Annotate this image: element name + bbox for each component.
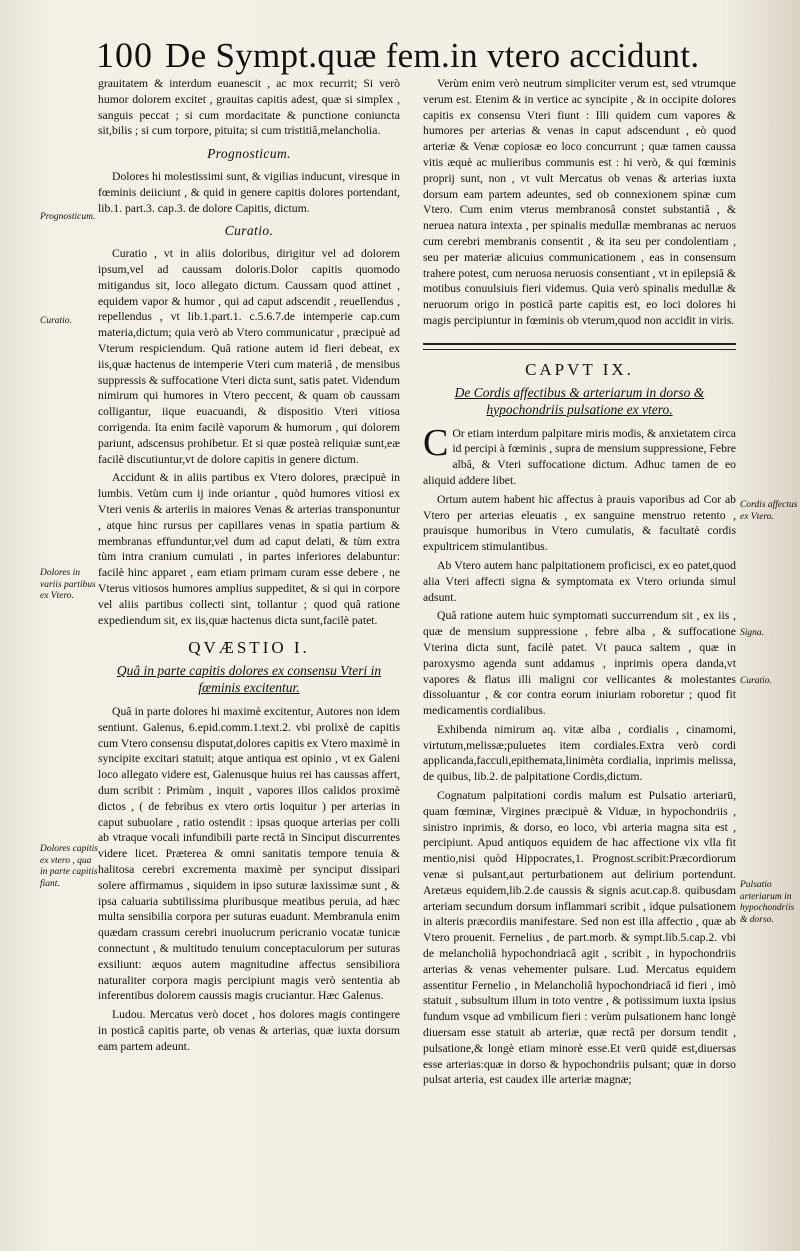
- paragraph: Verùm enim verò neutrum simpliciter verum est, sed vtrumque verum est. Etenim & in vertice ac syncipite , & in occipite dolores capitis ex consensu Vteri fiunt : Illi quidem cum vapores & humores per arterias & venas in caput adscendunt , eò quod arteriæ & Venæ copiosæ eo loco concurrunt ; quæ tamen caussa vitis æquè ac mulieribus communis est : hi verò, & qui fœminis proprij sunt, non , vt vult Mercatus ob venas & arterias iuxta dorsum eam partem adeuntes, sed ob connexionem spinæ cum Vtero. Cum enim vterus membranosâ constet substantiâ , & neruea natura intexta , per spinalis medullæ membranas ac neruos cum cerebri membranis consentit , & ita seu per condolentiam , seu per materiæ alicuius communicationem , eas in consensum trahere potest, cum neruosa neruosis consentiant , vt in epilepsiâ & motibus conuulsiuis fieri videmus. Quia verò spinalis medullæ & neruorum origo in posticâ parte capitis est, eo loci dolores hi magis percipiuntur in fœminis ob vterum,quod non accidit in viris.: [423, 77, 736, 327]
- right-column: [423, 76, 736, 1246]
- margin-note: Dolores capitis ex vtero , qua in parte capitis fiant.: [40, 844, 98, 889]
- quaestio-title: Quâ in parte capitis dolores ex consensu Vteri in fœminis excitentur.: [116, 663, 382, 696]
- margin-note: Signa.: [740, 628, 765, 638]
- paragraph: Ortum autem habent hic affectus à prauis vaporibus ad Cor ab Vtero per arterias eleuatis , ex sanguine menstruo retento , prauisque humoribus in Vtero cumulatis, & facultatè cordis expultricem stimulantibus.: [423, 492, 736, 554]
- margin-note: Dolores in variis partibus ex Vtero.: [40, 568, 96, 601]
- drop-cap: C: [423, 421, 449, 464]
- paragraph: Quâ ratione autem huic symptomati succurrendum sit , ex iis , quæ de mensium suppressione , febre alba , & suffocatione Vterina dicta sunt, facilè patet. Vt pauca saltem , quæ in paroxysmo agenda sunt addamus , inprimis opera danda,vt vapores & flatus illi maligni cor vellicantes & molestantes dissoluantur , & cor contra eorum iniuriam roboretur ; quod fit medicamentis cordialibus.: [423, 609, 736, 718]
- chapter-title: De Cordis affectibus & arteriarum in dorso & hypochondriis pulsatione ex vtero.: [454, 384, 705, 417]
- paragraph: Accidunt & in aliis partibus ex Vtero dolores, præcipuè in lumbis. Vetùm cum ij inde oriantur , quòd humores vitiosi ex Vteri venis & arteriis in maiores Venas & arterias transponuntur , atque hinc rursus per capillares venas in spatia partium & membranas effunduntur,vel dum ad caput delati, & tùm extra tùm intra cranium cumulati , in partes inferiores delabuntur: facilè hinc apparet , eam etiam primam curam esse debere , ne Vterus vitiosos humores amplius suppeditet, & si qui in corpore vel aliis partibus collecti sint, tollantur ; quod quâ ratione expediendum sit, ex iis,quæ hactenus dicta sunt,facilè patet.: [98, 471, 400, 627]
- paragraph: Cognatum palpitationi cordis malum est Pulsatio arteriarū, quam fœminæ, Virgines præcipuè & Viduæ, in hypochondriis , sinistro inprimis, & dorso, eo loco, vbi arteria magna sita est , percipiunt. Apud antiquos equidem de hac affectione vix vlla fit mentio,nisi quòd Hippocrates,1. Prognost.scribit:Præcordiorum venæ si pulsant,aut perturbationem aut delirium portendunt. Aretæus equidem,lib.2.de caussis & signis acut.cap.8. quibusdam arteriam secundum dorsum inflammari scribit , idque pulsationem in alteris præcordiis manifestare. Sed non est illa affectio , quæ ab Vtero prouenit. Fernelius , de part.morb. & sympt.lib.5.cap.2. vbi de melancholiâ hypochondriacâ agit , scribit , in hypochondriis arterias & venas vehementer pulsare. Lud. Mercatus equidem assentitur Fernelio , in Melancholiâ hypochondriacâ id fieri , imò statuit , subsultum illum in toto ventre , & potissimum iuxta ipsius fundum vsque ad vmbilicum fieri : verùm pulsationem hanc longè diuersam esse statuit ab arteriæ, quæ rectâ per dorsum tendit , pulsatione,& longè etiam minorè esse.Et verū quidē est,diuersas esse arterias:quæ in dorso & hypochondriis pulsant; quæ in dorso pulsat arteria, est caudex ille arteriæ magnæ;: [423, 789, 736, 1087]
- paragraph: Quâ in parte dolores hi maximè excitentur, Autores non idem sentiunt. Galenus, 6.epid.comm.1.text.2. vbi prolixè de capitis cum Vtero consensu disputat,dolores capitis ex Vtero maximè in syncipite excitari statuit; atque antiqua est opinio , vt ex Galeni loco allegato videre est, Galenusque huius rei has caussas affert, dum scribit : Primùm , inquit , vapores illos calidos proximè dictos , ( de febribus ex vtero ortis loquitur ) per arterias in caput subuolare , ratio ostendit : ipsas quoque arterias per colli ab vtraque vocali infundibili parte rectâ in Sinciput discurrentes videre licet. Præterea & omni sanitatis tempore tenuia & halitosa cerebri excrementa maximè per synciput dissipari solere affirmamus , siquidem in ipso suturæ laxissimæ sunt , & ipsa caluaria subtilissima pluribusque meatibus peruia, ad hæc multa sensibilia corpora per suturas euadunt. Membranula enim quædam crassum cerebri inuolucrum pericranio vocatæ tunicæ connectunt , & multitudo tenuium conceptaculorum per suturas exsiliunt: æquos autem magnitudine affectus sensibiliora naturaliter corpora magis percipiunt magis verò sententia ab inferentibus dolorem caussis magis cruciantur. Hæc Galenus.: [98, 705, 400, 1003]
- paragraph: Dolores hi molestissimi sunt, & vigilias inducunt, viresque in fœminis deiiciunt , & quid in genere capitis dolores portendant, lib.1. part.3. cap.3. de dolore Capitis, dictum.: [98, 169, 400, 215]
- left-column: [98, 76, 400, 1246]
- quaestio-heading: QVÆSTIO I.: [188, 638, 310, 658]
- paragraph: Ab Vtero autem hanc palpitationem proficisci, ex eo patet,quod alia Vteri affecti signa & symptomata ex Vtero oriunda simul adsunt.: [423, 558, 736, 604]
- section-heading-prognosticum: Prognosticum.: [207, 146, 291, 162]
- section-heading-curatio: Curatio.: [224, 223, 274, 239]
- margin-note: Curatio.: [40, 316, 72, 326]
- paragraph-text: Or etiam interdum palpitare miris modis, & anxietatem circa id percipi à fœminis , supra de mensium suppressione, Febre albâ, & Vteri suffocatione dictum. Adhuc tamen de eo aliquid addere libet.: [423, 426, 736, 487]
- paragraph: grauitatem & interdum euanescit , ac mox recurrit; Si verò humor dolorem excitet , grauitas capitis adest, quæ si simplex , sanguis peccat ; si cum mordacitate & punctione coniuncta sit,bilis ; si cum torpore, pituita; si cum tristitiâ,melancholia.: [98, 77, 400, 138]
- paragraph: Ludou. Mercatus verò docet , hos dolores magis contingere in posticâ capitis parte, ob venas & arterias, quæ iuxta dorsum eam partem adeunt.: [98, 1008, 400, 1053]
- chapter-heading: CAPVT IX.: [525, 359, 634, 379]
- paragraph: Exhibenda nimirum aq. vitæ alba , cordialis , cinamomi, virtutum,melissæ;puluetes item cordiales.Extra verò cordi applicanda,facculi,epithemata,linimèta cordialia, inprimis melissa, de quibus, lib.2. de palpitatione Cordis,dictum.: [423, 722, 736, 784]
- chapter-divider: [423, 343, 736, 350]
- paragraph: [423, 421, 736, 489]
- margin-note: Curatio.: [740, 676, 772, 686]
- margin-note: Prognosticum.: [40, 212, 96, 222]
- running-title: De Sympt.quæ fem.in vtero accidunt.: [165, 36, 700, 75]
- page-header: [96, 34, 796, 78]
- page-number: 100: [96, 35, 153, 75]
- paragraph: Curatio , vt in aliis doloribus, dirigitur vel ad dolorem ipsum,vel ad caussam doloris.Dolor capitis quomodo mitigandus sit, loco allegato dictum. Caussam quod attinet , equidem vapor & humor , qui ad caput adscendit , reuellendus , repellendus , vt lib.1.part.1. c.5.6.7.de intemperie cap.cum materia,dictum; quia verò ab Vtero communicatur , præcipuè ad Vterum respiciendum. Quâ ratione autem id fieri debeat, ex iis,quæ hactenus de intemperie Vteri cum materiâ , de mensibus suppressis & suffocatione Vteri dicta sunt, satis patet. Videndum nimirum qui humores in Vtero peccent, & quam ob caussam colligantur, iique euacuandi, & dispositio Vteri vitiosa corrigenda. Ita enim facilè vaporum & humorum , qui dolorem pariunt, adscensus prohibetur. Et si quæ posteà reliquiæ sunt,eæ facilè discutiuntur,vt de dolore capitis in genere dictum.: [98, 247, 400, 466]
- margin-note: Pulsatio arteriarum in hypochondriis & dorso.: [740, 880, 795, 925]
- margin-note: Cordis affectus ex Vtero.: [740, 500, 798, 522]
